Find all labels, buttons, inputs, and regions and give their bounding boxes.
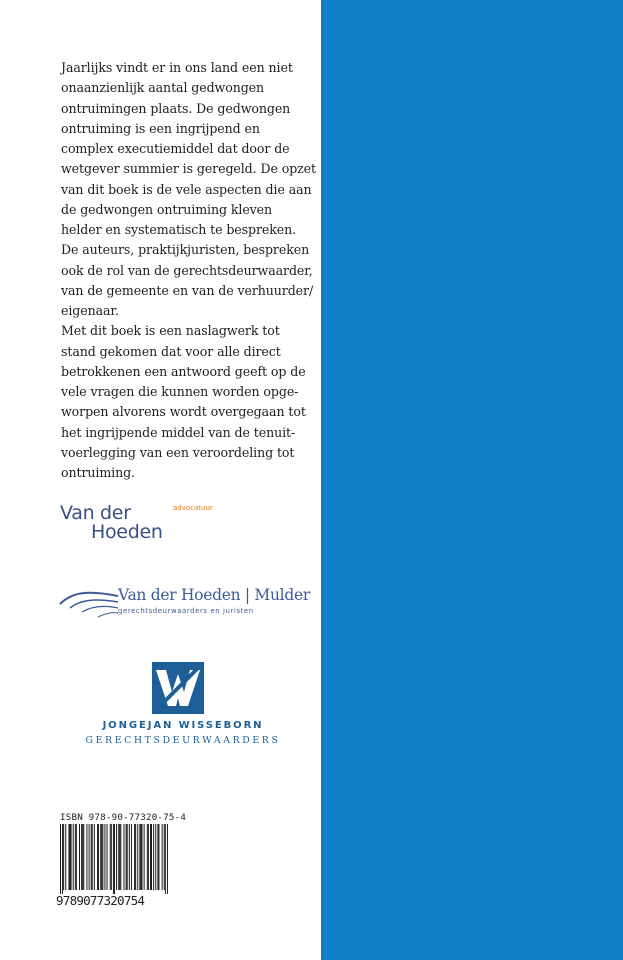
barcode-bar [86, 824, 87, 890]
logo-jongejan-name: JONGEJAN WISSEBORN [102, 720, 264, 731]
logo-tag-advocatuur: advocatuur [173, 504, 213, 512]
barcode-bar [157, 824, 158, 890]
barcode-bar [120, 824, 121, 890]
blurb-line: van de gemeente en van de verhuurder/ [61, 282, 314, 298]
barcode-bar [71, 824, 72, 890]
barcode-bar [116, 824, 117, 890]
blurb-line: ontruimingen plaats. De gedwongen [61, 100, 291, 116]
blurb-line: de gedwongen ontruiming kleven [61, 201, 273, 217]
barcode-bar [102, 824, 103, 890]
barcode-bar [73, 824, 74, 890]
blurb-line: stand gekomen dat voor alle direct [61, 343, 281, 359]
blurb-line: van dit boek is de vele aspecten die aan [61, 181, 312, 197]
barcode-bar [92, 824, 93, 890]
van-der-hoeden-advocatuur-logo [60, 502, 260, 548]
logo-word-hoeden: Hoeden [91, 521, 163, 543]
blurb-line: De auteurs, praktijkjuristen, bespreken [61, 242, 310, 258]
blurb-line: vele vragen die kunnen worden opge- [61, 384, 299, 399]
blurb-line: ook de rol van de gerechtsdeurwaarder, [61, 262, 313, 278]
barcode-bar [62, 824, 63, 894]
barcode-bar [158, 824, 159, 890]
logo-jongejan-subtitle: GERECHTSDEURWAARDERS [85, 735, 281, 746]
barcode-bar [135, 824, 136, 890]
blurb-line: betrokkenen een antwoord geeft op de [61, 363, 306, 379]
blurb-line: eigenaar. [61, 303, 119, 318]
barcode-bar [104, 824, 105, 890]
barcode-bar [142, 824, 143, 890]
barcode-bar [124, 824, 125, 890]
blurb-line: het ingrijpende middel van de tenuit- [61, 424, 296, 440]
barcode-bar [119, 824, 120, 890]
barcode-bar [148, 824, 149, 890]
isbn-label: ISBN 978-90-77320-75-4 [60, 812, 187, 823]
blurb-line: complex executiemiddel dat door de [61, 141, 290, 156]
blurb-line: Met dit boek is een naslagwerk tot [61, 323, 280, 339]
barcode-bar [134, 824, 135, 890]
barcode-bar [97, 824, 98, 890]
barcode-bar [113, 824, 114, 894]
barcode-bar [126, 824, 127, 890]
barcode-bar [94, 824, 95, 890]
logo-word-van-der: Van der [60, 502, 131, 524]
barcode-bar [153, 824, 154, 890]
barcode-bar [70, 824, 71, 890]
barcode-bar [63, 824, 64, 890]
jw-monogram-icon [152, 662, 204, 714]
barcode-bar [137, 824, 138, 890]
barcode-bar [60, 824, 61, 894]
blurb-line: worpen alvorens wordt overgegaan tot [61, 404, 306, 420]
barcode-bar [144, 824, 145, 890]
barcode-bar [65, 824, 66, 890]
blurb-line: ontruiming is een ingrijpend en [61, 120, 260, 136]
barcode-bar [140, 824, 141, 890]
back-cover-blurb [61, 58, 319, 483]
barcode-bar [114, 824, 115, 894]
barcode-bar [107, 824, 108, 890]
barcode-bar [82, 824, 83, 890]
barcode-bar [127, 824, 128, 890]
logo-mulder-subtitle: gerechtsdeurwaarders en juristen [118, 607, 254, 615]
blurb-line: onaanzienlijk aantal gedwongen [61, 80, 265, 96]
barcode-bar [164, 824, 165, 890]
barcode-bar [79, 824, 80, 890]
barcode-bar [129, 824, 130, 890]
blurb-line: voerlegging van een veroordeling tot [61, 444, 295, 460]
barcode-bar [91, 824, 92, 890]
barcode-bar [147, 824, 148, 890]
blue-spine-panel [321, 0, 623, 960]
barcode-icon [60, 824, 168, 894]
barcode-bar [131, 824, 132, 890]
barcode-bar [76, 824, 77, 890]
logo-mulder-name: Van der Hoeden | Mulder [118, 586, 310, 604]
barcode-bar [98, 824, 99, 890]
barcode-bar [167, 824, 168, 894]
barcode-bar [100, 824, 101, 890]
barcode-bar [110, 824, 111, 890]
barcode-bar [81, 824, 82, 890]
barcode-bar [101, 824, 102, 890]
barcode-bar [83, 824, 84, 890]
barcode-bar [89, 824, 90, 890]
barcode-bar [150, 824, 151, 890]
blurb-line: helder en systematisch te bespreken. [61, 222, 297, 237]
wave-swoosh-icon [58, 588, 120, 622]
barcode-bar [118, 824, 119, 890]
barcode-bar [111, 824, 112, 890]
barcode-bar [165, 824, 166, 894]
blurb-line: wetgever summier is geregeld. De opzet [61, 161, 316, 177]
barcode-bar [155, 824, 156, 890]
barcode-bar [68, 824, 69, 890]
barcode-bar [75, 824, 76, 890]
barcode-bar [162, 824, 163, 890]
barcode-bar [151, 824, 152, 890]
van-der-hoeden-mulder-logo [58, 586, 314, 626]
blurb-line: Jaarlijks vindt er in ons land een niet [61, 60, 293, 75]
blurb-line: ontruiming. [61, 465, 135, 480]
barcode-number: 9789077320754 [56, 893, 145, 908]
barcode-bar [139, 824, 140, 890]
